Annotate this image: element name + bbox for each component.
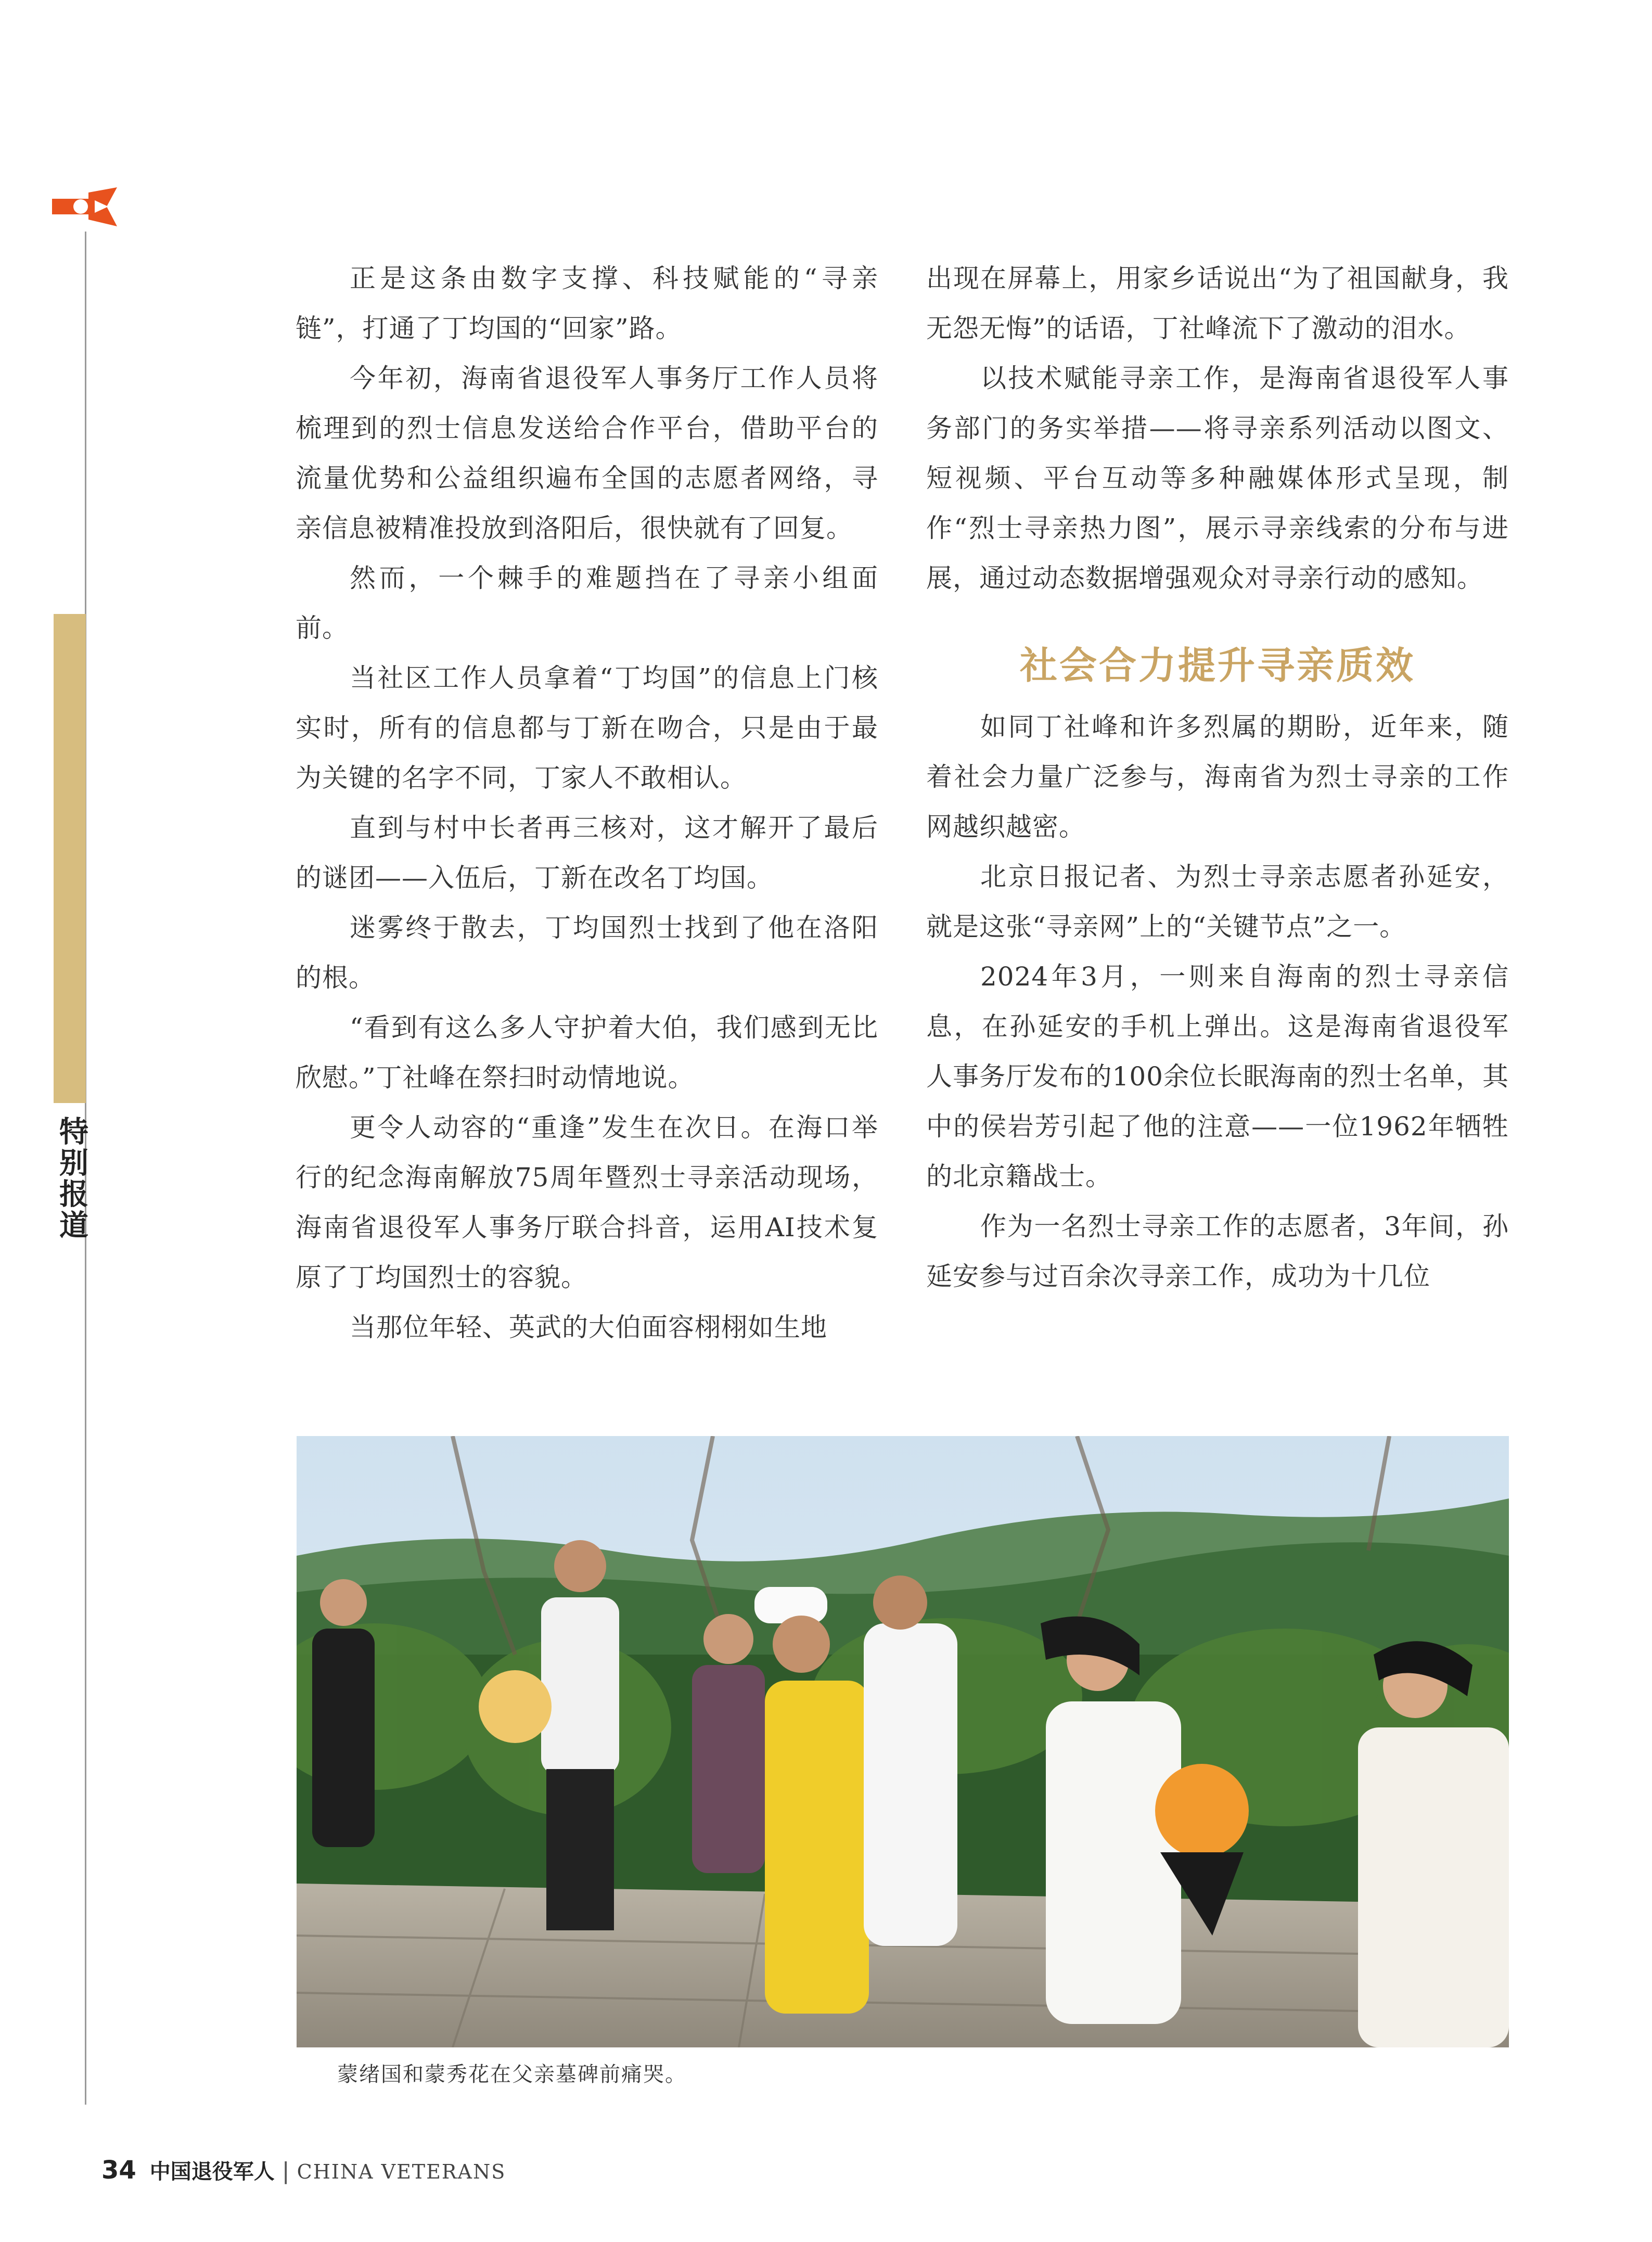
magazine-name-cn: 中国退役军人 bbox=[149, 2160, 275, 2184]
body-paragraph: 以技术赋能寻亲工作，是海南省退役军人事务部门的务实举措——将寻亲系列活动以图文、短视频、平台互动等多种融媒体形式呈现，制作“烈士寻亲热力图”，展示寻亲线索的分布与进展，通过动态数据增强观众对寻亲行动的感知。 bbox=[926, 363, 1509, 593]
body-paragraph: 直到与村中长者再三核对，这才解开了最后的谜团——入伍后，丁新在改名丁均国。 bbox=[296, 813, 878, 893]
body-paragraph: 今年初，海南省退役军人事务厅工作人员将梳理到的烈士信息发送给合作平台，借助平台的流量优势和公益组织遍布全国的志愿者网络，寻亲信息被精准投放到洛阳后，很快就有了回复。 bbox=[296, 363, 878, 543]
left-column bbox=[296, 253, 878, 1352]
magazine-name-en: CHINA VETERANS bbox=[297, 2160, 506, 2183]
body-paragraph: 当那位年轻、英武的大伯面容栩栩如生地 bbox=[350, 1312, 827, 1342]
magazine-logo-icon bbox=[52, 187, 117, 226]
body-paragraph: 北京日报记者、为烈士寻亲志愿者孙延安，就是这张“寻亲网”上的“关键节点”之一。 bbox=[926, 862, 1509, 942]
right-column bbox=[926, 253, 1509, 1301]
page-number: 34 bbox=[101, 2156, 136, 2185]
page-footer bbox=[101, 2155, 506, 2185]
article-photo bbox=[297, 1436, 1509, 2047]
section-accent-bar bbox=[54, 614, 86, 1103]
body-paragraph: 作为一名烈士寻亲工作的志愿者，3年间，孙延安参与过百余次寻亲工作，成功为十几位 bbox=[926, 1211, 1509, 1291]
footer-separator: | bbox=[281, 2158, 290, 2184]
section-tag: 特别报道 bbox=[55, 1116, 88, 1241]
body-paragraph-continuation: 出现在屏幕上，用家乡话说出“为了祖国献身，我无怨无悔”的话语，丁社峰流下了激动的泪水。 bbox=[926, 263, 1509, 343]
body-paragraph: 然而，一个棘手的难题挡在了寻亲小组面前。 bbox=[296, 563, 878, 643]
photo-caption: 蒙绪国和蒙秀花在父亲墓碑前痛哭。 bbox=[337, 2062, 687, 2086]
body-paragraph: 2024年3月，一则来自海南的烈士寻亲信息，在孙延安的手机上弹出。这是海南省退役军人事务厅发布的100余位长眠海南的烈士名单，其中的侯岩芳引起了他的注意——一位1962年牺牲的北京籍战士。 bbox=[926, 962, 1509, 1192]
body-paragraph: 正是这条由数字支撑、科技赋能的“寻亲链”，打通了丁均国的“回家”路。 bbox=[296, 263, 878, 343]
body-paragraph: 更令人动容的“重逢”发生在次日。在海口举行的纪念海南解放75周年暨烈士寻亲活动现场，海南省退役军人事务厅联合抖音，运用AI技术复原了丁均国烈士的容貌。 bbox=[296, 1112, 878, 1292]
body-paragraph: 如同丁社峰和许多烈属的期盼，近年来，随着社会力量广泛参与，海南省为烈士寻亲的工作网越织越密。 bbox=[926, 712, 1509, 842]
body-paragraph: “看到有这么多人守护着大伯，我们感到无比欣慰。”丁社峰在祭扫时动情地说。 bbox=[296, 1013, 878, 1093]
body-paragraph: 迷雾终于散去，丁均国烈士找到了他在洛阳的根。 bbox=[296, 913, 878, 993]
body-paragraph: 当社区工作人员拿着“丁均国”的信息上门核实时，所有的信息都与丁新在吻合，只是由于最为关键的名字不同，丁家人不敢相认。 bbox=[296, 663, 878, 793]
section-heading: 社会合力提升寻亲质效 bbox=[1019, 643, 1415, 687]
